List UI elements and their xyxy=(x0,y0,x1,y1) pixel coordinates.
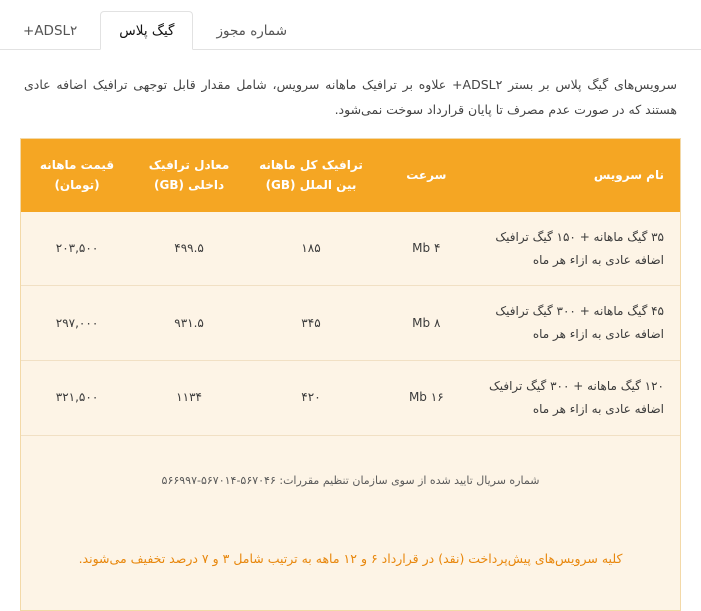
serial-number-note: شماره سریال تایید شده از سوی سازمان تنظیم مقررات: ۵۶۷۰۴۶-۵۶۷۰۱۴-۵۶۶۹۹۷ xyxy=(161,473,540,487)
cell-monthly-price: ۲۰۳,۵۰۰ xyxy=(21,212,133,286)
table-bottom-spacer xyxy=(21,590,680,610)
cell-domestic-traffic: ۱۱۳۴ xyxy=(133,360,245,435)
tab-label: شماره مجوز xyxy=(216,22,288,39)
table-body xyxy=(21,212,680,522)
cell-speed: ۴ Mb xyxy=(377,212,476,286)
cell-speed: ۸ Mb xyxy=(377,286,476,361)
column-header-international-traffic: ترافیک کل ماهانه بین الملل (GB) xyxy=(245,139,377,212)
cell-international-traffic: ۴۲۰ xyxy=(245,360,377,435)
cell-domestic-traffic: ۹۳۱.۵ xyxy=(133,286,245,361)
tab-panel-gig-plus xyxy=(0,50,701,611)
tab-bar xyxy=(0,0,701,50)
cell-service-name: ۳۵ گیگ ماهانه + ۱۵۰ گیگ ترافیک اضافه عادی به ازاء هر ماه xyxy=(476,212,680,286)
tab-gig-plus[interactable] xyxy=(100,11,193,50)
services-table-wrapper xyxy=(20,138,681,611)
tab-adsl2plus[interactable] xyxy=(4,11,96,50)
tab-license-number[interactable] xyxy=(197,11,306,50)
table-header xyxy=(21,139,680,212)
tab-label: ADSL۲+ xyxy=(23,22,78,39)
table-row xyxy=(21,360,680,435)
column-header-speed: سرعت xyxy=(377,139,476,212)
column-header-monthly-price: قیمت ماهانه (تومان) xyxy=(21,139,133,212)
cell-monthly-price: ۳۲۱,۵۰۰ xyxy=(21,360,133,435)
table-footer-note-row xyxy=(21,435,680,522)
cell-domestic-traffic: ۴۹۹.۵ xyxy=(133,212,245,286)
services-table xyxy=(21,139,680,522)
cell-speed: ۱۶ Mb xyxy=(377,360,476,435)
discount-note: کلیه سرویس‌های پیش‌پرداخت (نقد) در قرارداد ۶ و ۱۲ ماهه به ترتیب شامل ۳ و ۷ درصد تخفیف می‌شوند. xyxy=(21,522,680,591)
cell-service-name: ۱۲۰ گیگ ماهانه + ۳۰۰ گیگ ترافیک اضافه عادی به ازاء هر ماه xyxy=(476,360,680,435)
column-header-domestic-traffic: معادل ترافیک داخلی (GB) xyxy=(133,139,245,212)
table-header-row xyxy=(21,139,680,212)
serial-note-cell xyxy=(21,435,680,522)
column-header-service-name: نام سرویس xyxy=(476,139,680,212)
tab-label: گیگ پلاس xyxy=(119,22,175,39)
table-row xyxy=(21,286,680,361)
cell-monthly-price: ۲۹۷,۰۰۰ xyxy=(21,286,133,361)
cell-international-traffic: ۳۴۵ xyxy=(245,286,377,361)
cell-service-name: ۴۵ گیگ ماهانه + ۳۰۰ گیگ ترافیک اضافه عادی به ازاء هر ماه xyxy=(476,286,680,361)
table-row xyxy=(21,212,680,286)
cell-international-traffic: ۱۸۵ xyxy=(245,212,377,286)
intro-paragraph: سرویس‌های گیگ پلاس بر بستر ADSL۲+ علاوه بر ترافیک ماهانه سرویس، شامل مقدار قابل توجهی ترافیک اضافه عادی هستند که در صورت عدم مصرف تا پایان قرارداد سوخت نمی‌شود. xyxy=(24,77,677,117)
